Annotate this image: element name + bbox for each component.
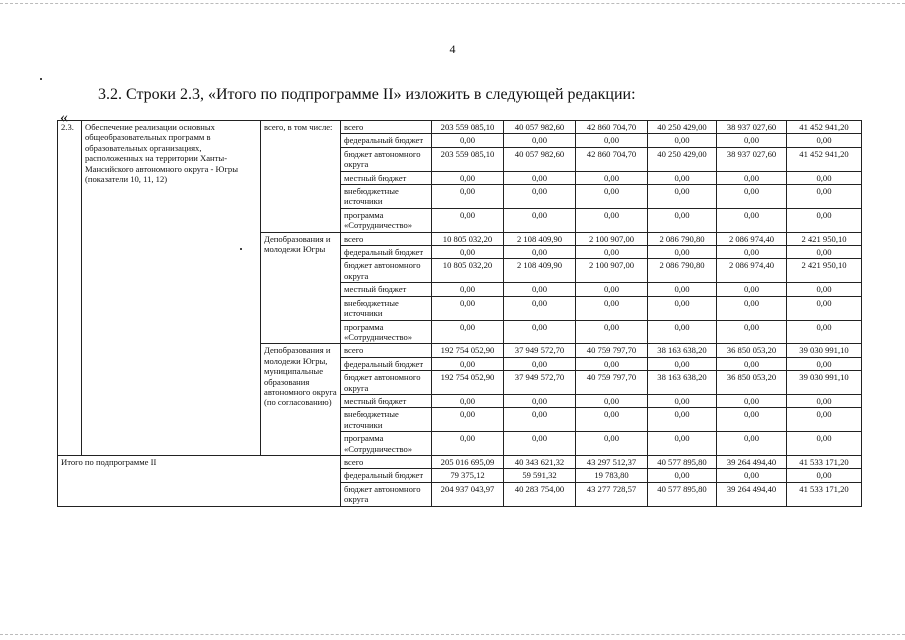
value-cell: 40 057 982,60: [504, 147, 576, 171]
value-cell: 0,00: [787, 320, 862, 344]
value-cell: 42 860 704,70: [576, 121, 648, 134]
funding-source: местный бюджет: [341, 394, 432, 407]
value-cell: 2 086 790,80: [648, 259, 717, 283]
value-cell: 0,00: [432, 408, 504, 432]
value-cell: 0,00: [648, 185, 717, 209]
row-number: 2.3.: [58, 121, 82, 456]
value-cell: 10 805 032,20: [432, 232, 504, 245]
value-cell: 0,00: [717, 320, 787, 344]
funding-source: бюджет автономного округа: [341, 371, 432, 395]
funding-source: бюджет автономного округа: [341, 482, 432, 506]
scan-speck: [40, 78, 42, 80]
funding-source: внебюджетные источники: [341, 185, 432, 209]
value-cell: 0,00: [576, 134, 648, 147]
total-value-cell: 41 533 171,20: [787, 482, 862, 506]
value-cell: 0,00: [576, 408, 648, 432]
total-label: Итого по подпрограмме II: [58, 455, 341, 506]
page-number: 4: [449, 42, 456, 56]
value-cell: 0,00: [787, 432, 862, 456]
value-cell: 0,00: [576, 246, 648, 259]
value-cell: 36 850 053,20: [717, 344, 787, 357]
total-value-cell: 19 783,80: [576, 469, 648, 482]
budget-table: [57, 120, 862, 507]
value-cell: 0,00: [648, 320, 717, 344]
value-cell: 0,00: [717, 208, 787, 232]
value-cell: 0,00: [576, 296, 648, 320]
value-cell: 37 949 572,70: [504, 371, 576, 395]
funding-source: местный бюджет: [341, 171, 432, 184]
value-cell: 0,00: [787, 394, 862, 407]
budget-table-body: [58, 121, 862, 507]
value-cell: 0,00: [504, 171, 576, 184]
value-cell: 0,00: [432, 246, 504, 259]
total-value-cell: 40 577 895,80: [648, 455, 717, 468]
value-cell: 0,00: [432, 208, 504, 232]
total-value-cell: 40 343 621,32: [504, 455, 576, 468]
funding-source: федеральный бюджет: [341, 357, 432, 370]
scan-bottom-edge: [0, 634, 905, 635]
value-cell: 2 086 790,80: [648, 232, 717, 245]
total-value-cell: 0,00: [648, 469, 717, 482]
value-cell: 0,00: [648, 208, 717, 232]
value-cell: 192 754 052,90: [432, 344, 504, 357]
value-cell: 0,00: [787, 283, 862, 296]
value-cell: 0,00: [717, 408, 787, 432]
value-cell: 0,00: [504, 408, 576, 432]
total-value-cell: 39 264 494,40: [717, 482, 787, 506]
total-value-cell: 0,00: [717, 469, 787, 482]
funding-source: всего: [341, 232, 432, 245]
value-cell: 40 057 982,60: [504, 121, 576, 134]
value-cell: 0,00: [787, 357, 862, 370]
table-row: [58, 121, 862, 134]
value-cell: 0,00: [717, 357, 787, 370]
value-cell: 0,00: [432, 134, 504, 147]
value-cell: 0,00: [648, 296, 717, 320]
funding-source: бюджет автономного округа: [341, 259, 432, 283]
value-cell: 0,00: [787, 134, 862, 147]
funding-source: федеральный бюджет: [341, 246, 432, 259]
value-cell: 2 108 409,90: [504, 259, 576, 283]
value-cell: 38 937 027,60: [717, 147, 787, 171]
value-cell: 0,00: [787, 296, 862, 320]
value-cell: 0,00: [576, 357, 648, 370]
value-cell: 0,00: [648, 394, 717, 407]
total-value-cell: 43 277 728,57: [576, 482, 648, 506]
scan-top-edge: [0, 3, 905, 4]
funding-source: внебюджетные источники: [341, 408, 432, 432]
funding-source: внебюджетные источники: [341, 296, 432, 320]
value-cell: 41 452 941,20: [787, 121, 862, 134]
value-cell: 2 421 950,10: [787, 259, 862, 283]
value-cell: 0,00: [504, 208, 576, 232]
total-value-cell: 79 375,12: [432, 469, 504, 482]
value-cell: 0,00: [504, 394, 576, 407]
total-value-cell: 43 297 512,37: [576, 455, 648, 468]
value-cell: 0,00: [576, 208, 648, 232]
value-cell: 0,00: [576, 185, 648, 209]
value-cell: 0,00: [504, 283, 576, 296]
value-cell: 2 100 907,00: [576, 232, 648, 245]
value-cell: 0,00: [648, 246, 717, 259]
value-cell: 0,00: [648, 283, 717, 296]
value-cell: 0,00: [787, 208, 862, 232]
value-cell: 0,00: [504, 134, 576, 147]
funding-source: всего: [341, 344, 432, 357]
executor: Депобразования и молодежи Югры, муниципальные образования автономного округа (по согласованию): [261, 344, 341, 456]
value-cell: 0,00: [432, 432, 504, 456]
value-cell: 2 421 950,10: [787, 232, 862, 245]
value-cell: 0,00: [787, 246, 862, 259]
value-cell: 0,00: [576, 283, 648, 296]
funding-source: программа «Сотрудничество»: [341, 208, 432, 232]
value-cell: 2 086 974,40: [717, 232, 787, 245]
value-cell: 39 030 991,10: [787, 371, 862, 395]
value-cell: 0,00: [504, 246, 576, 259]
value-cell: 0,00: [432, 185, 504, 209]
value-cell: 0,00: [432, 357, 504, 370]
section-heading: 3.2. Строки 2.3, «Итого по подпрограмме II» изложить в следующей редакции:: [98, 86, 636, 103]
value-cell: 40 759 797,70: [576, 344, 648, 357]
funding-source: федеральный бюджет: [341, 134, 432, 147]
value-cell: 0,00: [432, 283, 504, 296]
value-cell: 0,00: [504, 320, 576, 344]
value-cell: 38 163 638,20: [648, 371, 717, 395]
total-value-cell: 204 937 043,97: [432, 482, 504, 506]
value-cell: 36 850 053,20: [717, 371, 787, 395]
value-cell: 0,00: [576, 394, 648, 407]
total-value-cell: 0,00: [787, 469, 862, 482]
value-cell: 0,00: [717, 246, 787, 259]
value-cell: 0,00: [717, 296, 787, 320]
value-cell: 0,00: [432, 171, 504, 184]
value-cell: 203 559 085,10: [432, 121, 504, 134]
value-cell: 0,00: [648, 432, 717, 456]
total-value-cell: 41 533 171,20: [787, 455, 862, 468]
value-cell: 192 754 052,90: [432, 371, 504, 395]
value-cell: 0,00: [717, 134, 787, 147]
value-cell: 0,00: [576, 320, 648, 344]
executor: всего, в том числе:: [261, 121, 341, 233]
value-cell: 203 559 085,10: [432, 147, 504, 171]
value-cell: 0,00: [717, 432, 787, 456]
funding-source: всего: [341, 455, 432, 468]
value-cell: 39 030 991,10: [787, 344, 862, 357]
funding-source: бюджет автономного округа: [341, 147, 432, 171]
funding-source: всего: [341, 121, 432, 134]
value-cell: 0,00: [787, 185, 862, 209]
funding-source: программа «Сотрудничество»: [341, 320, 432, 344]
total-value-cell: 39 264 494,40: [717, 455, 787, 468]
value-cell: 10 805 032,20: [432, 259, 504, 283]
value-cell: 0,00: [787, 171, 862, 184]
value-cell: 0,00: [648, 357, 717, 370]
value-cell: 0,00: [432, 394, 504, 407]
value-cell: 2 100 907,00: [576, 259, 648, 283]
value-cell: 0,00: [717, 394, 787, 407]
value-cell: 40 250 429,00: [648, 147, 717, 171]
executor: Депобразования и молодежи Югры: [261, 232, 341, 344]
funding-source: программа «Сотрудничество»: [341, 432, 432, 456]
funding-source: федеральный бюджет: [341, 469, 432, 482]
value-cell: 38 937 027,60: [717, 121, 787, 134]
measure-name: Обеспечение реализации основных общеобразовательных программ в образовательных организациях, расположенных на территории Ханты-Мансийского автономного округа - Югры (показатели 10, 11, 12): [82, 121, 261, 456]
value-cell: 0,00: [787, 408, 862, 432]
total-value-cell: 59 591,32: [504, 469, 576, 482]
total-row: [58, 455, 862, 468]
total-value-cell: 40 283 754,00: [504, 482, 576, 506]
value-cell: 0,00: [432, 320, 504, 344]
value-cell: 2 108 409,90: [504, 232, 576, 245]
value-cell: 0,00: [648, 408, 717, 432]
value-cell: 40 250 429,00: [648, 121, 717, 134]
total-value-cell: 40 577 895,80: [648, 482, 717, 506]
value-cell: 42 860 704,70: [576, 147, 648, 171]
value-cell: 38 163 638,20: [648, 344, 717, 357]
value-cell: 0,00: [717, 185, 787, 209]
value-cell: 0,00: [576, 432, 648, 456]
value-cell: 0,00: [504, 432, 576, 456]
value-cell: 0,00: [648, 171, 717, 184]
value-cell: 37 949 572,70: [504, 344, 576, 357]
value-cell: 0,00: [717, 283, 787, 296]
value-cell: 41 452 941,20: [787, 147, 862, 171]
funding-source: местный бюджет: [341, 283, 432, 296]
value-cell: 40 759 797,70: [576, 371, 648, 395]
total-value-cell: 205 016 695,09: [432, 455, 504, 468]
value-cell: 0,00: [717, 171, 787, 184]
value-cell: 0,00: [504, 296, 576, 320]
value-cell: 0,00: [504, 357, 576, 370]
open-quote: «: [60, 109, 68, 126]
value-cell: 0,00: [576, 171, 648, 184]
value-cell: 0,00: [648, 134, 717, 147]
value-cell: 0,00: [504, 185, 576, 209]
value-cell: 0,00: [432, 296, 504, 320]
value-cell: 2 086 974,40: [717, 259, 787, 283]
